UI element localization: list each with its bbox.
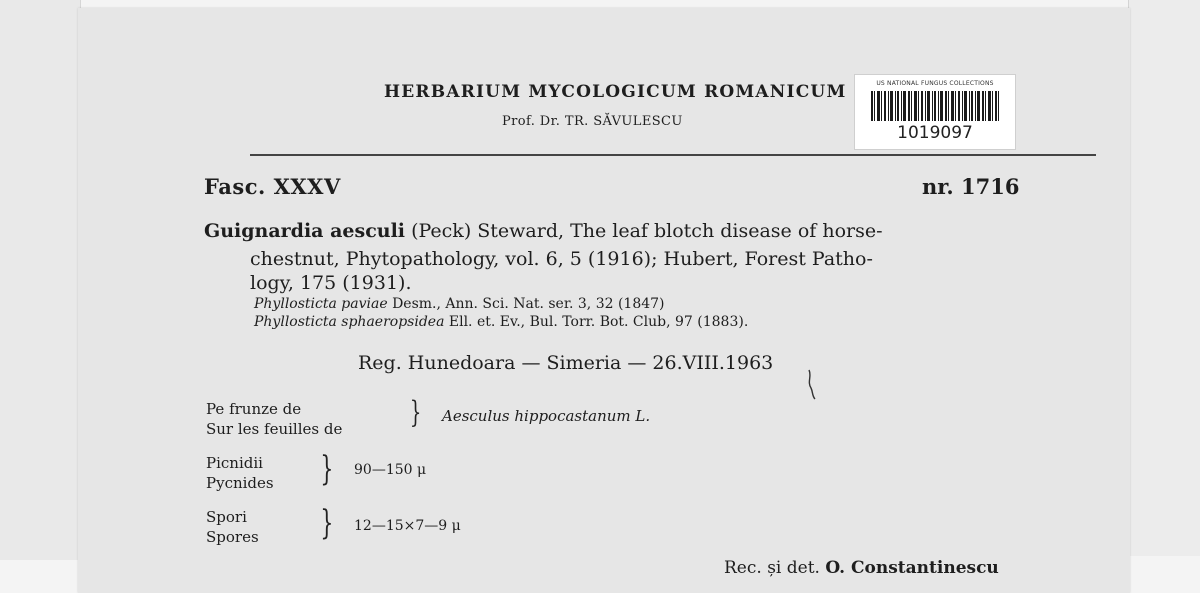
citation-text-3: logy, 175 (1931).	[250, 272, 412, 294]
host-value: Aesculus hippocastanum L.	[442, 407, 651, 425]
barcode-icon	[871, 91, 999, 121]
synonym-2-ref: Ell. et. Ev., Bul. Torr. Bot. Club, 97 (1883).	[448, 314, 749, 330]
pycnidia-label-ro: Picnidii	[206, 454, 263, 472]
herbarium-subtitle: Prof. Dr. TR. SĂVULESCU	[502, 114, 683, 129]
synonym-2-name: Phyllosticta sphaeropsidea	[254, 314, 445, 330]
specimen-label	[78, 8, 1130, 593]
barcode-number: 1019097	[897, 123, 973, 143]
barcode-caption: US NATIONAL FUNGUS COLLECTIONS	[876, 80, 994, 87]
specimen-number: nr. 1716	[922, 174, 1020, 199]
fascicle-label: Fasc. XXXV	[204, 174, 341, 199]
spores-label-fr: Spores	[206, 528, 259, 546]
host-brace-icon: }	[409, 395, 422, 430]
citation-text-2: chestnut, Phytopathology, vol. 6, 5 (1916); Hubert, Forest Patho-	[250, 248, 873, 270]
host-label-ro: Pe frunze de	[206, 400, 302, 418]
species-name: Guignardia aesculi	[204, 220, 406, 242]
collector-prefix: Rec. și det.	[724, 558, 820, 578]
collector-line	[724, 558, 999, 578]
sheet-left-margin	[0, 0, 81, 560]
synonym-1-name: Phyllosticta paviae	[254, 296, 388, 312]
pycnidia-brace-icon: }	[320, 449, 334, 489]
locality-date: Reg. Hunedoara — Simeria — 26.VIII.1963	[358, 352, 774, 374]
collector-name: O. Constantinescu	[825, 558, 999, 578]
spores-value: 12—15×7—9 μ	[354, 518, 461, 534]
barcode-label	[854, 74, 1016, 150]
pycnidia-value: 90—150 μ	[354, 462, 427, 478]
synonym-1-ref: Desm., Ann. Sci. Nat. ser. 3, 32 (1847)	[392, 296, 665, 312]
citation-text-1: (Peck) Steward, The leaf blotch disease of horse-	[411, 220, 883, 242]
synonym-2	[254, 314, 748, 330]
pycnidia-label-fr: Pycnides	[206, 474, 274, 492]
sheet-right-margin	[1128, 0, 1200, 556]
host-label-fr: Sur les feuilles de	[206, 420, 343, 438]
species-citation-line1	[204, 220, 883, 242]
header-divider	[250, 154, 1096, 156]
handwritten-mark	[805, 368, 817, 400]
spores-brace-icon: }	[320, 503, 334, 543]
synonym-1	[254, 296, 665, 312]
herbarium-title: HERBARIUM MYCOLOGICUM ROMANICUM	[384, 82, 847, 102]
spores-label-ro: Spori	[206, 508, 247, 526]
